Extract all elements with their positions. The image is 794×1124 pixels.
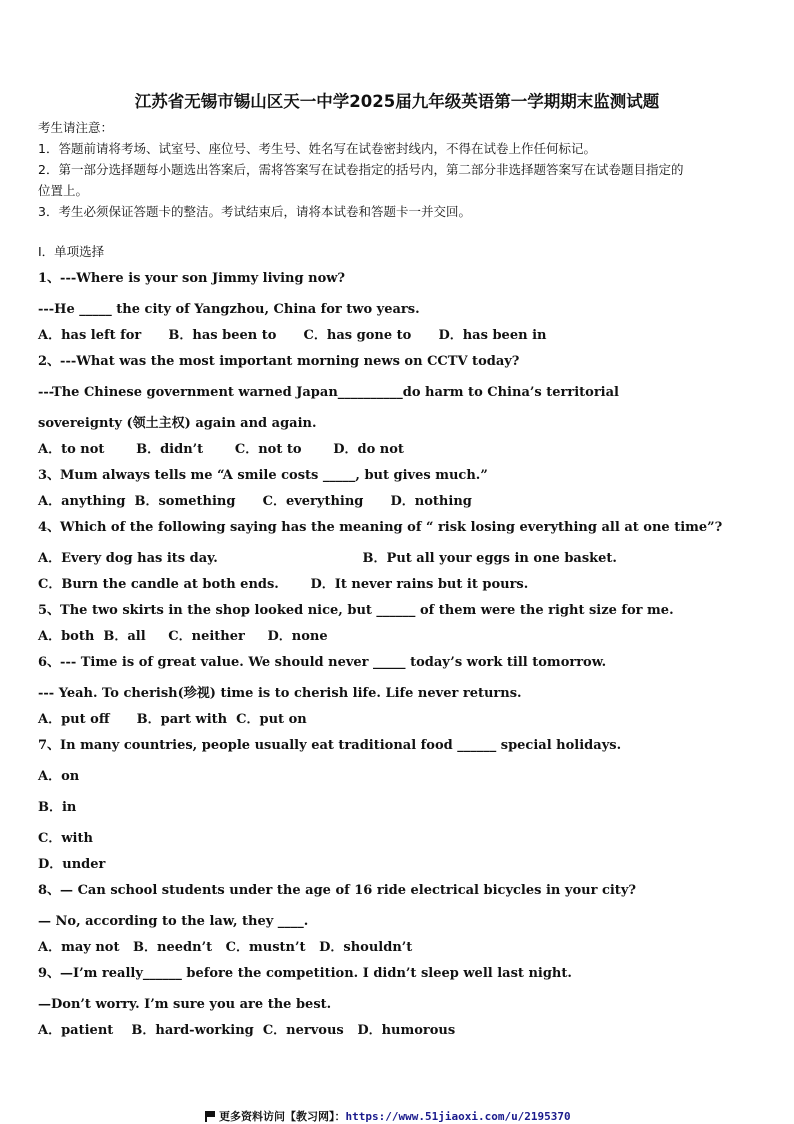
question-line: 9、—I’m really______ before the competition. I didn’t sleep well last night. bbox=[38, 966, 572, 981]
question-line: 2、---What was the most important morning news on CCTV today? bbox=[38, 354, 520, 369]
footer-text: 更多资料访问【教习网】： bbox=[219, 1110, 346, 1123]
question-line: ---The Chinese government warned Japan__________do harm to China’s territorial bbox=[38, 385, 619, 400]
option-line: A．may not B．needn’t C．mustn’t D．shouldn’t bbox=[38, 940, 413, 955]
question-line: 8、— Can school students under the age of 16 ride electrical bicycles in your city? bbox=[38, 883, 636, 898]
question-line: 4、Which of the following saying has the meaning of “ risk losing everything all at one time”? bbox=[38, 520, 723, 535]
page-title: 江苏省无锡市锡山区天一中学2025届九年级英语第一学期期末监测试题 bbox=[134, 92, 660, 111]
option-line: A．on bbox=[38, 769, 80, 784]
option-line: C．with bbox=[38, 831, 93, 846]
option-line: A．to not B．didn’t C．not to D．do not bbox=[38, 442, 404, 457]
option-line: A．has left for B．has been to C．has gone to D．has been in bbox=[38, 328, 547, 343]
option-line: D．under bbox=[38, 857, 106, 872]
question-line: sovereignty (领土主权) again and again. bbox=[38, 416, 317, 431]
option-line: A．Every dog has its day. B．Put all your eggs in one basket. bbox=[38, 551, 617, 566]
question-line: 1、---Where is your son Jimmy living now? bbox=[38, 271, 346, 286]
option-line: A．put off B．part with C．put on bbox=[38, 712, 307, 727]
question-line: 3、Mum always tells me “A smile costs _____, but gives much.” bbox=[38, 468, 488, 483]
notice-item: 1．答题前请将考场、试室号、座位号、考生号、姓名写在试卷密封线内，不得在试卷上作任何标记。 bbox=[38, 141, 596, 156]
notice-heading: 考生请注意： bbox=[38, 120, 114, 135]
question-line: ---He _____ the city of Yangzhou, China for two years. bbox=[38, 302, 420, 317]
footer-link[interactable]: https://www.51jiaoxi.com/u/2195370 bbox=[345, 1109, 571, 1123]
flag-icon bbox=[205, 1111, 215, 1122]
notice-item: 2．第一部分选择题每小题选出答案后，需将答案写在试卷指定的括号内，第二部分非选择题答案写在试卷题目指定的 bbox=[38, 162, 684, 177]
option-line: C．Burn the candle at both ends. D．It never rains but it pours. bbox=[38, 577, 529, 592]
question-line: —Don’t worry. I’m sure you are the best. bbox=[38, 997, 332, 1012]
option-line: A．patient B．hard-working C．nervous D．humorous bbox=[38, 1023, 456, 1038]
section-heading: Ⅰ．单项选择 bbox=[38, 244, 105, 259]
footer bbox=[205, 1108, 571, 1124]
question-line: 6、--- Time is of great value. We should never _____ today’s work till tomorrow. bbox=[38, 655, 607, 670]
question-line: 5、The two skirts in the shop looked nice, but ______ of them were the right size for me. bbox=[38, 603, 674, 618]
question-line: 7、In many countries, people usually eat traditional food ______ special holidays. bbox=[38, 738, 622, 753]
question-line: — No, according to the law, they ____. bbox=[38, 914, 309, 929]
notice-item: 3．考生必须保证答题卡的整洁。考试结束后，请将本试卷和答题卡一并交回。 bbox=[38, 204, 471, 219]
option-line: B．in bbox=[38, 800, 77, 815]
option-line: A．both B．all C．neither D．none bbox=[38, 629, 328, 644]
question-line: --- Yeah. To cherish(珍视) time is to cherish life. Life never returns. bbox=[38, 686, 522, 701]
option-line: A．anything B．something C．everything D．nothing bbox=[38, 494, 472, 509]
notice-item: 位置上。 bbox=[38, 183, 89, 198]
